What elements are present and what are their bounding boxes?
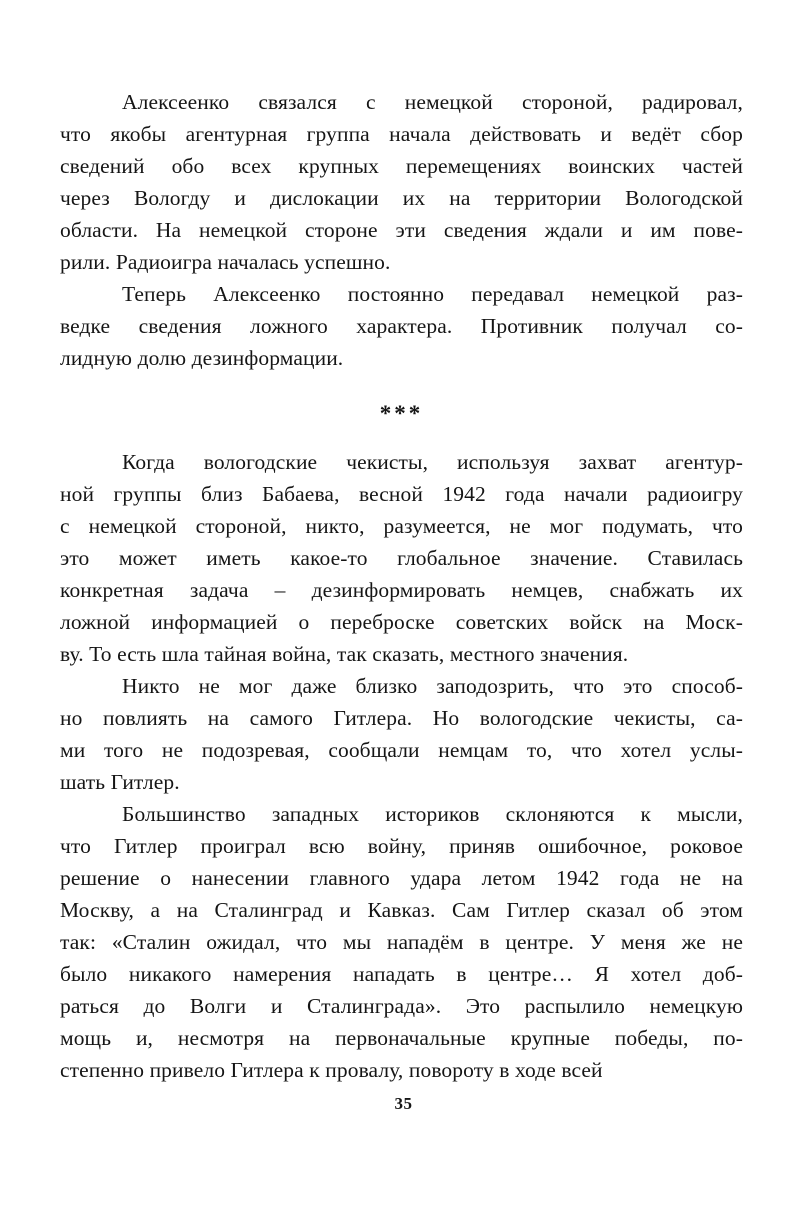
text-line: ми того не подозревая, сообщали немцам то, что хотел услы- [60, 738, 743, 762]
text-line: конкретная задача – дезинформировать немцев, снабжать их [60, 578, 743, 602]
page-number: 35 [394, 1094, 413, 1113]
text-line: ву. То есть шла тайная война, так сказать, местного значения. [60, 642, 629, 666]
text-line: с немецкой стороной, никто, разумеется, не мог подумать, что [60, 514, 743, 538]
text-line: но повлиять на самого Гитлера. Но вологодские чекисты, са- [60, 706, 743, 730]
text-line: рили. Радиоигра началась успешно. [60, 250, 391, 274]
text-line: сведений обо всех крупных перемещениях воинских частей [60, 154, 743, 178]
text-line: ной группы близ Бабаева, весной 1942 года начали радиоигру [60, 482, 743, 506]
text-line: раться до Волги и Сталинграда». Это распылило немецкую [60, 994, 743, 1018]
paragraph-1 [60, 86, 743, 278]
text-line: области. На немецкой стороне эти сведения ждали и им пове- [60, 218, 743, 242]
text-line: Москву, а на Сталинград и Кавказ. Сам Гитлер сказал об этом [60, 898, 743, 922]
text-line: через Вологду и дислокации их на территории Вологодской [60, 186, 743, 210]
text-line: Алексеенко связался с немецкой стороной, радировал, [122, 90, 743, 114]
paragraph-5 [60, 798, 743, 1086]
text-line: так: «Сталин ожидал, что мы нападём в центре. У меня же не [60, 930, 743, 954]
text-line: это может иметь какое-то глобальное значение. Ставилась [60, 546, 743, 570]
paragraph-3 [60, 446, 743, 670]
page-text [60, 86, 743, 1086]
text-line: ведке сведения ложного характера. Противник получал со- [60, 314, 743, 338]
paragraph-4 [60, 670, 743, 798]
text-line: ложной информацией о переброске советских войск на Моск- [60, 610, 743, 634]
text-line: шать Гитлер. [60, 770, 180, 794]
text-line: Теперь Алексеенко постоянно передавал немецкой раз- [122, 282, 743, 306]
text-line: Никто не мог даже близко заподозрить, что это способ- [122, 674, 743, 698]
text-line: что якобы агентурная группа начала действовать и ведёт сбор [60, 122, 743, 146]
text-line: Когда вологодские чекисты, используя захват агентур- [122, 450, 743, 474]
text-line: Большинство западных историков склоняются к мысли, [122, 802, 743, 826]
section-separator: *** [379, 401, 424, 426]
text-line: лидную долю дезинформации. [60, 346, 344, 370]
text-line: решение о нанесении главного удара летом 1942 года не на [60, 866, 743, 890]
text-line: что Гитлер проиграл всю войну, приняв ошибочное, роковое [60, 834, 743, 858]
text-line: степенно привело Гитлера к провалу, повороту в ходе всей [60, 1058, 603, 1082]
text-line: было никакого намерения нападать в центре… Я хотел доб- [60, 962, 743, 986]
paragraph-2 [60, 278, 743, 374]
text-line: мощь и, несмотря на первоначальные крупные победы, по- [60, 1026, 743, 1050]
